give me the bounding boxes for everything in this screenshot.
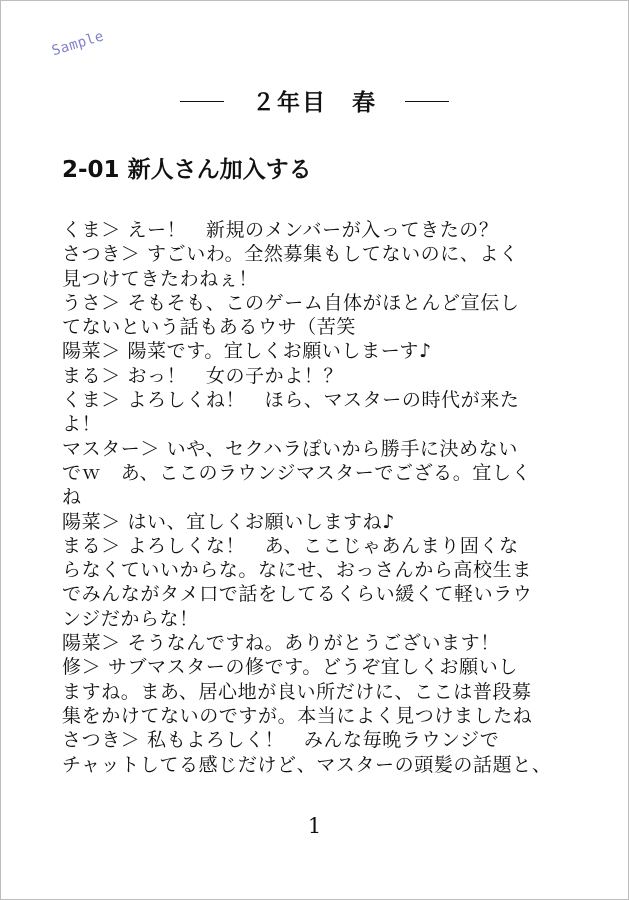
heading-dash-left — [180, 101, 224, 102]
body-line: でみんながタメ口で話をしてるくらい緩くて軽いラウ — [62, 583, 533, 606]
body-line: マスター＞ いや、セクハラぽいから勝手に決めない — [62, 437, 518, 460]
body-text — [62, 218, 572, 777]
body-line: うさ＞ そもそも、このゲーム自体がほとんど宣伝し — [62, 291, 520, 314]
body-line: ますね。まあ、居心地が良い所だけに、ここは普段募 — [62, 680, 532, 703]
chapter-heading-text: ２年目 春 — [252, 90, 377, 116]
sample-watermark: Sample — [50, 28, 106, 60]
body-line: さつき＞ すごいわ。全然募集もしてないのに、よく — [62, 243, 519, 266]
page-number: 1 — [307, 814, 322, 838]
body-line: 陽菜＞ はい、宜しくお願いしますね♪ — [62, 510, 395, 533]
chapter-heading — [0, 88, 629, 118]
body-line: 見つけてきたわねぇ！ — [62, 267, 259, 290]
body-line: よ！ — [62, 413, 102, 436]
body-line: まる＞ よろしくな！ あ、ここじゃあんまり固くな — [62, 534, 519, 557]
body-line: さつき＞ 私もよろしく！ みんな毎晩ラウンジで — [62, 729, 500, 752]
heading-dash-right — [405, 101, 449, 102]
body-line: ンジだからな！ — [62, 607, 199, 630]
body-line: らなくていいからな。なにせ、おっさんから高校生ま — [62, 559, 532, 582]
body-line: ね — [62, 486, 82, 509]
body-line: くま＞ よろしくね！ ほら、マスターの時代が来た — [62, 389, 520, 412]
body-line: でｗ あ、ここのラウンジマスターでござる。宜しく — [62, 461, 532, 484]
body-line: チャットしてる感じだけど、マスターの頭髪の話題と、 — [62, 753, 552, 776]
section-title: 2-01 新人さん加入する — [62, 157, 312, 183]
body-line: くま＞ えー！ 新規のメンバーが入ってきたの？ — [62, 219, 499, 241]
body-line: てないという話もあるウサ（苦笑 — [62, 316, 357, 339]
body-line: 集をかけてないのですが。本当によく見つけましたね — [62, 704, 533, 727]
body-line: まる＞ おっ！ 女の子かよ！？ — [62, 364, 344, 387]
body-line: 陽菜＞ 陽菜です。宜しくお願いしまーす♪ — [62, 340, 432, 363]
body-line: 修＞ サブマスターの修です。どうぞ宜しくお願いし — [62, 656, 518, 679]
body-line: 陽菜＞ そうなんですね。ありがとうございます！ — [62, 632, 500, 655]
